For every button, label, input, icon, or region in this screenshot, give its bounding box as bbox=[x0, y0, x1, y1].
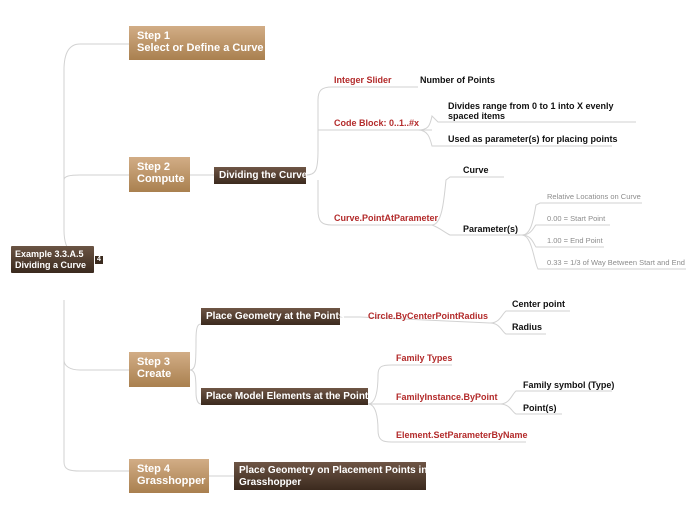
step-4-line2: Grasshopper bbox=[137, 475, 206, 487]
end-point-label[interactable]: 1.00 = End Point bbox=[547, 236, 603, 245]
one-third-label[interactable]: 0.33 = 1/3 of Way Between Start and End bbox=[547, 258, 685, 267]
root-title-line2: Dividing a Curve bbox=[15, 260, 87, 270]
step-3-line1: Step 3 bbox=[137, 356, 171, 368]
step-3-node[interactable] bbox=[129, 352, 190, 387]
root-node[interactable] bbox=[11, 246, 94, 273]
step-2-node[interactable] bbox=[129, 157, 190, 192]
step-2-line2: Compute bbox=[137, 173, 185, 185]
point-at-parameter-label[interactable]: Curve.PointAtParameter bbox=[334, 213, 439, 223]
family-instance-by-point-label[interactable]: FamilyInstance.ByPoint bbox=[396, 392, 498, 402]
points-label[interactable]: Point(s) bbox=[523, 403, 557, 413]
number-of-points-label[interactable]: Number of Points bbox=[420, 75, 496, 85]
step-1-line2: Select or Define a Curve bbox=[137, 42, 264, 54]
step-1-line1: Step 1 bbox=[137, 30, 171, 42]
center-point-label[interactable]: Center point bbox=[512, 299, 565, 309]
place-model-elements-node[interactable]: Place Model Elements at the Points bbox=[201, 388, 368, 405]
grasshopper-line1: Place Geometry on Placement Points in bbox=[239, 465, 428, 476]
parameters-label[interactable]: Parameter(s) bbox=[463, 224, 519, 234]
dividing-the-curve-node[interactable]: Dividing the Curve bbox=[214, 167, 306, 184]
child-count-badge[interactable]: 4 bbox=[95, 256, 103, 264]
radius-label[interactable]: Radius bbox=[512, 322, 543, 332]
relative-locations-label[interactable]: Relative Locations on Curve bbox=[547, 192, 641, 201]
set-parameter-by-name-label[interactable]: Element.SetParameterByName bbox=[396, 430, 528, 440]
grasshopper-line2: Grasshopper bbox=[239, 477, 302, 488]
divides-range-label[interactable] bbox=[448, 101, 614, 121]
divides-range-line1: Divides range from 0 to 1 into X evenly bbox=[448, 101, 614, 111]
curve-label[interactable]: Curve bbox=[463, 165, 489, 175]
family-symbol-label[interactable]: Family symbol (Type) bbox=[523, 380, 615, 390]
place-geometry-node[interactable]: Place Geometry at the Points bbox=[201, 308, 340, 325]
root-title-line1: Example 3.3.A.5 bbox=[15, 249, 84, 259]
divides-range-line2: spaced items bbox=[448, 111, 506, 121]
step-1-node[interactable] bbox=[129, 26, 265, 60]
step-2-line1: Step 2 bbox=[137, 161, 171, 173]
circle-by-center-point-radius-label[interactable]: Circle.ByCenterPointRadius bbox=[368, 311, 489, 321]
code-block-label[interactable]: Code Block: 0..1..#x bbox=[334, 118, 420, 128]
grasshopper-placement-node[interactable] bbox=[234, 462, 426, 490]
integer-slider-label[interactable]: Integer Slider bbox=[334, 75, 392, 85]
step-4-line1: Step 4 bbox=[137, 463, 171, 475]
start-point-label[interactable]: 0.00 = Start Point bbox=[547, 214, 606, 223]
step-3-line2: Create bbox=[137, 368, 172, 380]
family-types-label[interactable]: Family Types bbox=[396, 353, 453, 363]
used-as-parameter-label[interactable]: Used as parameter(s) for placing points bbox=[448, 134, 618, 144]
step-4-node[interactable] bbox=[129, 459, 209, 493]
